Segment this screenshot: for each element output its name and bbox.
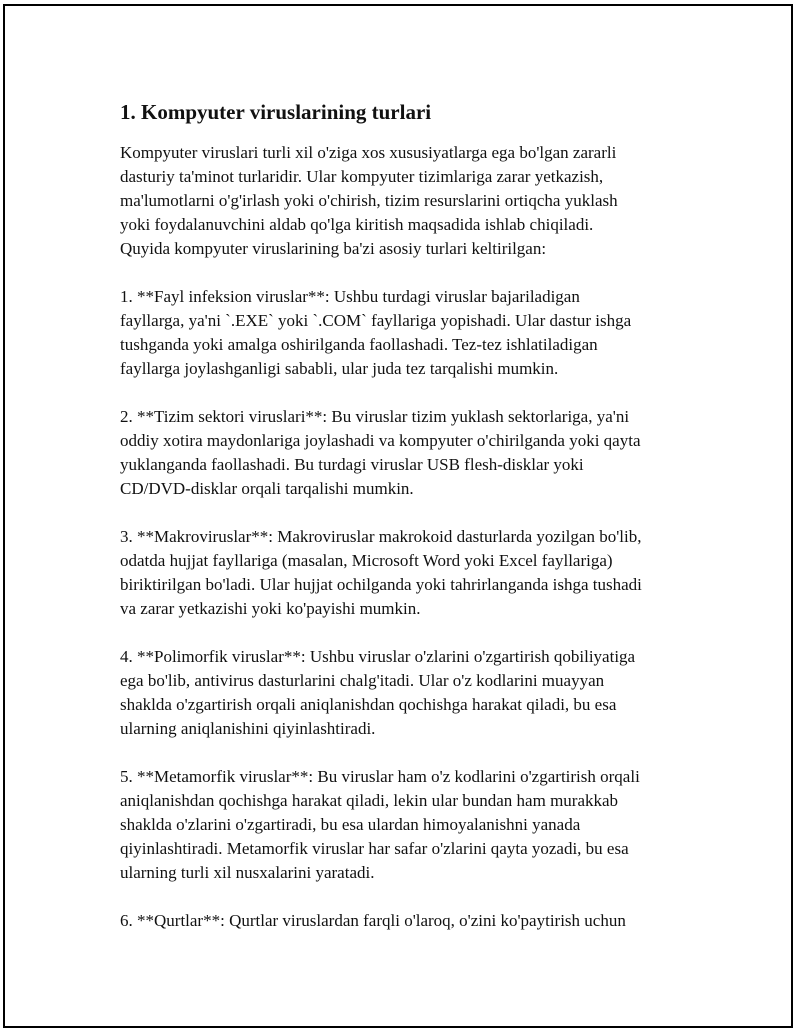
text-line: ega bo'lib, antivirus dasturlarini chalg'itadi. Ular o'z kodlarini muayyan [120, 671, 605, 690]
paragraph [120, 525, 710, 621]
paragraph [120, 141, 710, 261]
paragraph [120, 285, 710, 381]
paragraph-list [120, 141, 710, 933]
text-line: oddiy xotira maydonlariga joylashadi va kompyuter o'chirilganda yoki qayta [120, 431, 641, 450]
text-line: ularning turli xil nusxalarini yaratadi. [120, 863, 375, 882]
text-line: ularning aniqlanishini qiyinlashtiradi. [120, 719, 376, 738]
text-line: 5. **Metamorfik viruslar**: Bu viruslar ham o'z kodlarini o'zgartirish orqali [120, 767, 640, 786]
text-line: 1. **Fayl infeksion viruslar**: Ushbu turdagi viruslar bajariladigan [120, 287, 580, 306]
text-line: 6. **Qurtlar**: Qurtlar viruslardan farqli o'laroq, o'zini ko'paytirish uchun [120, 911, 626, 930]
text-line: CD/DVD-disklar orqali tarqalishi mumkin. [120, 479, 414, 498]
text-line: yuklanganda faollashadi. Bu turdagi viruslar USB flesh-disklar yoki [120, 455, 584, 474]
text-line: shaklda o'zgartirish orqali aniqlanishdan qochishga harakat qiladi, bu esa [120, 695, 617, 714]
document-title: 1. Kompyuter viruslarining turlari [120, 100, 432, 124]
text-line: 3. **Makroviruslar**: Makroviruslar makrokoid dasturlarda yozilgan bo'lib, [120, 527, 642, 546]
paragraph [120, 405, 710, 501]
paragraph [120, 645, 710, 741]
text-line: 2. **Tizim sektori viruslari**: Bu viruslar tizim yuklash sektorlariga, ya'ni [120, 407, 630, 426]
paragraph [120, 909, 710, 933]
text-line: va zarar yetkazishi yoki ko'payishi mumkin. [120, 599, 421, 618]
text-line: Kompyuter viruslari turli xil o'ziga xos xususiyatlarga ega bo'lgan zararli [120, 143, 617, 162]
text-line: dasturiy ta'minot turlaridir. Ular kompyuter tizimlariga zarar yetkazish, [120, 167, 604, 186]
text-line: Quyida kompyuter viruslarining ba'zi asosiy turlari keltirilgan: [120, 239, 547, 258]
paragraph [120, 765, 710, 885]
text-line: fayllarga joylashganligi sababli, ular juda tez tarqalishi mumkin. [120, 359, 559, 378]
text-line: odatda hujjat fayllariga (masalan, Microsoft Word yoki Excel fayllariga) [120, 551, 613, 570]
text-line: fayllarga, ya'ni `.EXE` yoki `.COM` fayllariga yopishadi. Ular dastur ishga [120, 311, 632, 330]
text-line: 4. **Polimorfik viruslar**: Ushbu viruslar o'zlarini o'zgartirish qobiliyatiga [120, 647, 636, 666]
text-line: ma'lumotlarni o'g'irlash yoki o'chirish, tizim resurslarini ortiqcha yuklash [120, 191, 618, 210]
text-line: tushganda yoki amalga oshirilganda faollashadi. Tez-tez ishlatiladigan [120, 335, 598, 354]
text-line: biriktirilgan bo'ladi. Ular hujjat ochilganda yoki tahrirlanganda ishga tushadi [120, 575, 642, 594]
text-line: yoki foydalanuvchini aldab qo'lga kiritish maqsadida ishlab chiqiladi. [120, 215, 594, 234]
text-line: aniqlanishdan qochishga harakat qiladi, lekin ular bundan ham murakkab [120, 791, 619, 810]
text-line: shaklda o'zlarini o'zgartiradi, bu esa ulardan himoyalanishni yanada [120, 815, 581, 834]
document-body [120, 99, 710, 957]
text-line: qiyinlashtiradi. Metamorfik viruslar har safar o'zlarini qayta yozadi, bu esa [120, 839, 629, 858]
page-frame [3, 4, 793, 1028]
